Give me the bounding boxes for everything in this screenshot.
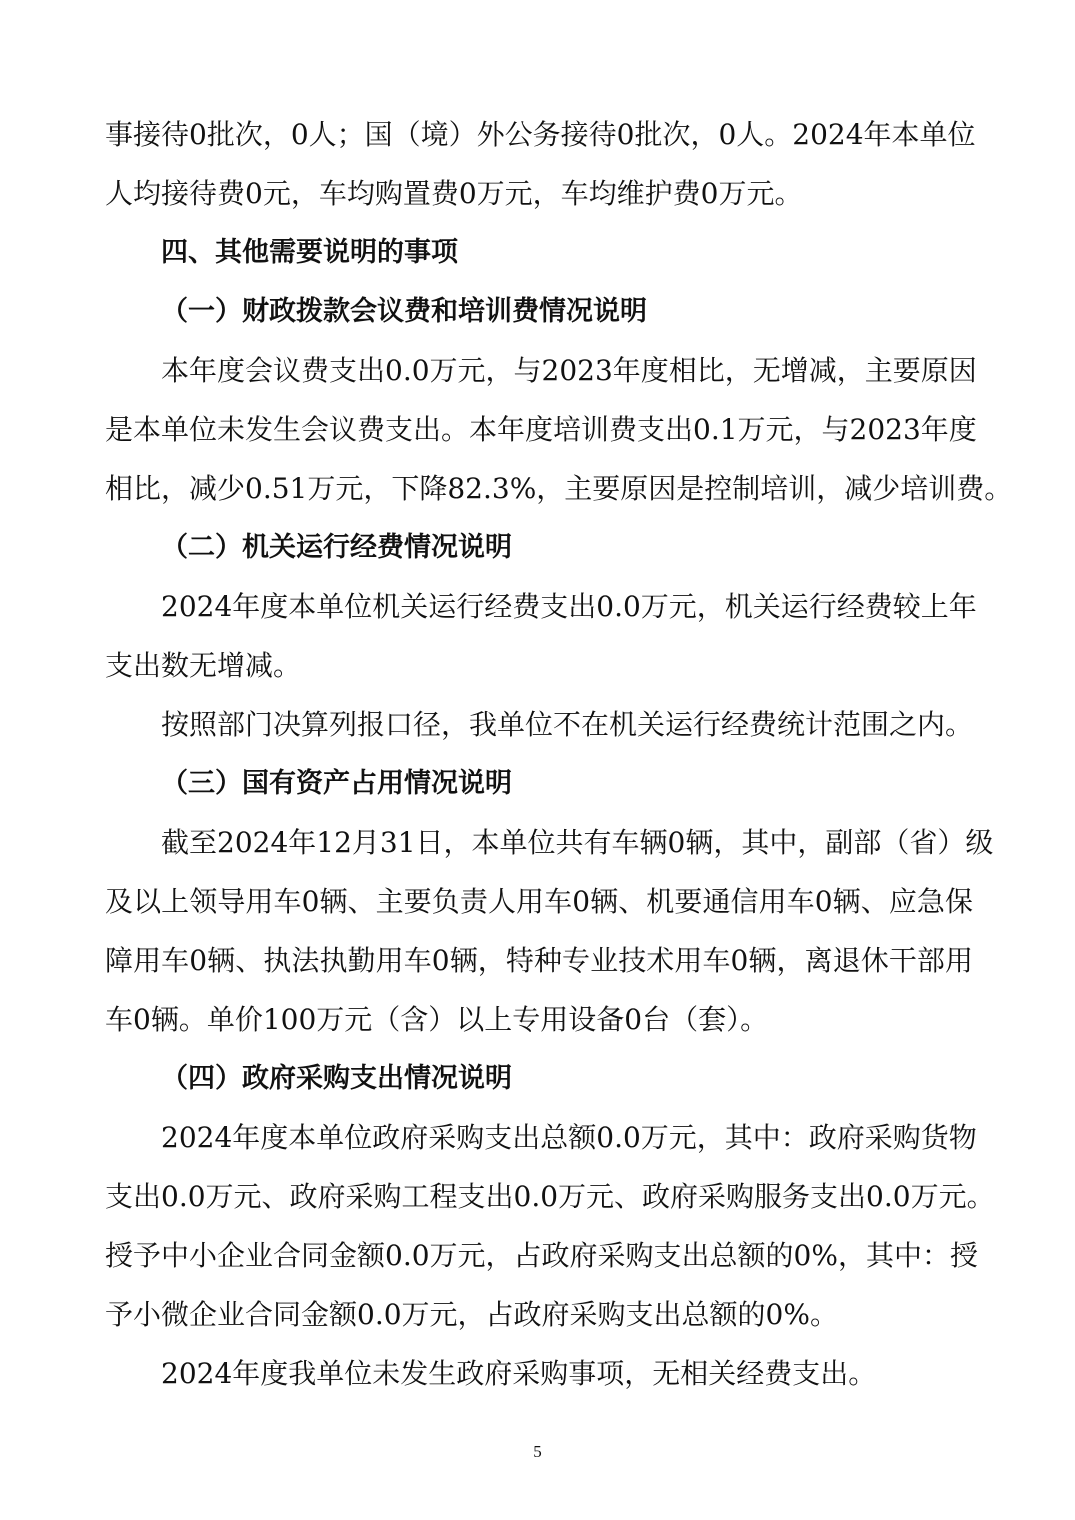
text-line: 事接待0批次，0人；国（境）外公务接待0批次，0人。2024年本单位 (105, 118, 976, 151)
page-number: 5 (533, 1442, 542, 1461)
text-line: 予小微企业合同金额0.0万元，占政府采购支出总额的0%。 (105, 1298, 838, 1331)
text-line: 本年度会议费支出0.0万元，与2023年度相比，无增减，主要原因 (161, 354, 977, 387)
text-line: 支出0.0万元、政府采购工程支出0.0万元、政府采购服务支出0.0万元。 (105, 1180, 995, 1213)
text-line: 截至2024年12月31日，本单位共有车辆0辆，其中，副部（省）级 (161, 826, 994, 859)
text-line: 人均接待费0元，车均购置费0万元，车均维护费0万元。 (105, 177, 803, 210)
subheading-state-assets: （三）国有资产占用情况说明 (161, 768, 512, 799)
text-line: 按照部门决算列报口径，我单位不在机关运行经费统计范围之内。 (161, 708, 974, 741)
paragraph-no-procurement (105, 1344, 973, 1403)
text-line: 及以上领导用车0辆、主要负责人用车0辆、机要通信用车0辆、应急保 (105, 885, 973, 918)
text-line: 是本单位未发生会议费支出。本年度培训费支出0.1万元，与2023年度 (105, 413, 977, 446)
section-heading-other-matters: 四、其他需要说明的事项 (161, 237, 458, 268)
paragraph-operating-expenses (105, 577, 977, 695)
paragraph-reception-continued (105, 105, 976, 223)
text-line: 2024年度本单位政府采购支出总额0.0万元，其中：政府采购货物 (161, 1121, 977, 1154)
text-line: 车0辆。单价100万元（含）以上专用设备0台（套）。 (105, 1003, 769, 1036)
text-line: 支出数无增减。 (105, 649, 302, 682)
paragraph-reporting-scope (105, 695, 973, 754)
text-line: 授予中小企业合同金额0.0万元，占政府采购支出总额的0%，其中：授 (105, 1239, 978, 1272)
text-line: 2024年度本单位机关运行经费支出0.0万元，机关运行经费较上年 (161, 590, 977, 623)
paragraph-government-procurement (105, 1108, 995, 1344)
document-body (105, 105, 1013, 1403)
subheading-government-procurement: （四）政府采购支出情况说明 (161, 1063, 512, 1094)
text-line: 障用车0辆、执法执勤用车0辆，特种专业技术用车0辆，离退休干部用 (105, 944, 973, 977)
subheading-meeting-training-fees: （一）财政拨款会议费和培训费情况说明 (161, 296, 647, 327)
text-line: 相比，减少0.51万元，下降82.3%，主要原因是控制培训，减少培训费。 (105, 472, 1013, 505)
paragraph-state-assets (105, 813, 994, 1049)
paragraph-meeting-training-fees (105, 341, 1013, 518)
text-line: 2024年度我单位未发生政府采购事项，无相关经费支出。 (161, 1357, 877, 1390)
subheading-operating-expenses: （二）机关运行经费情况说明 (161, 532, 512, 563)
